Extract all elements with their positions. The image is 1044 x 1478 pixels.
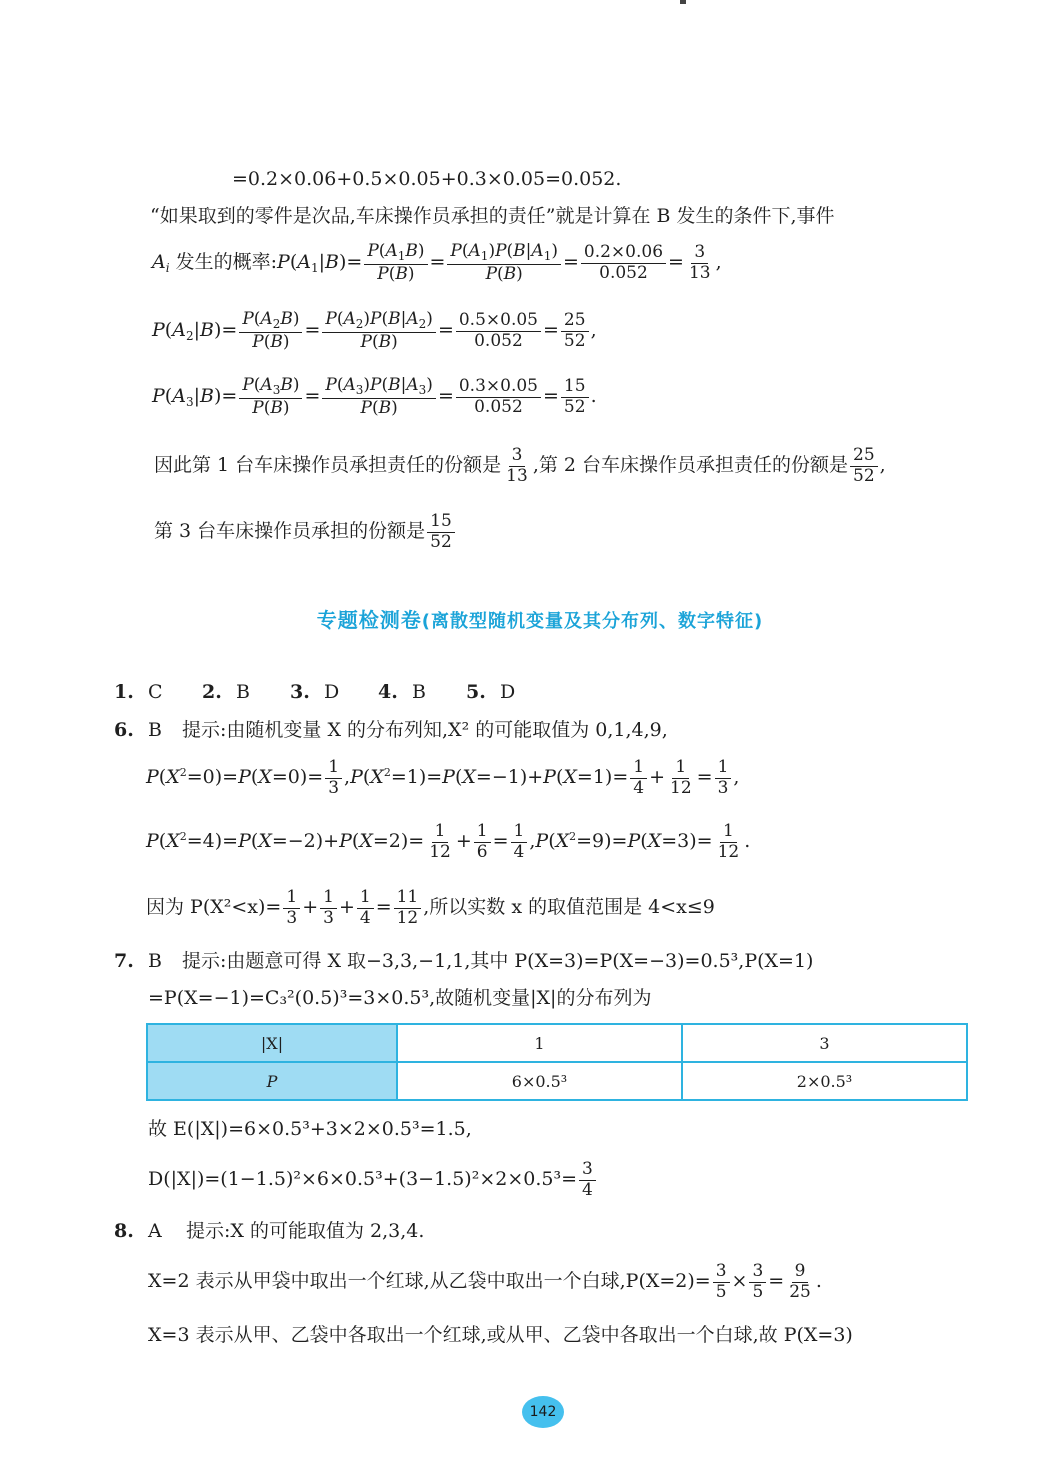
conclusion-line-1: 因此第 1 台车床操作员承担责任的份额是 $\frac{3}{13}$ ,第 2 台车床操作员承担责任的份额是 $\frac{25}{52}$ , (154, 445, 886, 486)
fraction: $\frac{25}{52}$ (850, 446, 878, 486)
fraction: $\frac{P(A_1)P(B|A_1)}{P(B)}$ (447, 242, 561, 284)
q8-hint-line: 8. A 提示:X 的可能取值为 2,3,4. (114, 1220, 425, 1242)
table-cell: 3 (682, 1024, 967, 1062)
conditional-intro-line: “如果取到的零件是次品,车床操作员承担的责任”就是计算在 B 发生的条件下,事件 (150, 205, 835, 227)
section-title: 专题检测卷(离散型随机变量及其分布列、数字特征) (316, 608, 764, 632)
q6-reason-line: 因为 P(X²<x)= $\frac{1}{3}$ + $\frac{1}{3}$ + $\frac{1}{4}$ = $\frac{11}{12}$ ,所以实数 x 的取值范围是 4<x≤9 (146, 887, 715, 928)
fraction: $\frac{1}{6}$ (474, 822, 491, 862)
fraction: $\frac{1}{4}$ (357, 888, 374, 928)
answers-1-5: 1. C 2. B 3. D 4. B 5. D (114, 681, 516, 703)
table-row (147, 1024, 967, 1062)
fraction: $\frac{P(A_3B)}{P(B)}$ (239, 376, 302, 418)
q7-expectation-line: 故 E(|X|)=6×0.5³+3×2×0.5³=1.5, (148, 1118, 472, 1140)
q8-line-3: X=3 表示从甲、乙袋中各取出一个红球,或从甲、乙袋中各取出一个白球,故 P(X=3) (148, 1324, 853, 1346)
q6-prob-line-1: $P(X^2=0)=P(X=0)=$ $\frac{1}{3}$ $,P(X^2=1)=P(X=-1)+P(X=1)=$ $\frac{1}{4}$ + $\frac{1}{12}$ = $\frac{1}{3}$ , (146, 757, 740, 798)
fraction: $\frac{1}{3}$ (283, 888, 300, 928)
q8-line-2: X=2 表示从甲袋中取出一个红球,从乙袋中取出一个白球,P(X=2)= $\frac{3}{5}$ × $\frac{3}{5}$ = $\frac{9}{25}$ . (148, 1261, 822, 1302)
fraction: $\frac{0.5\times 0.05}{0.052}$ (456, 311, 541, 351)
fraction: $\frac{P(A_3)P(B|A_3)}{P(B)}$ (322, 376, 436, 418)
fraction: $\frac{0.2\times 0.06}{0.052}$ (581, 243, 666, 283)
table-cell: 1 (397, 1024, 682, 1062)
total-probability-line: =0.2×0.06+0.5×0.05+0.3×0.05=0.052. (232, 168, 622, 190)
posterior-a2-line: $P(A_2|B)=$ $\frac{P(A_2B)}{P(B)}$ = $\frac{P(A_2)P(B|A_2)}{P(B)}$ = $\frac{0.5\times 0.05}{0.052}$ = $\frac{25}{52}$ , (152, 309, 597, 352)
conclusion-line-2: 第 3 台车床操作员承担的份额是 $\frac{15}{52}$ (154, 512, 457, 552)
fraction: $\frac{3}{5}$ (749, 1262, 766, 1302)
posterior-a1-line: $A_i$ 发生的概率$:P(A_1|B)=$ $\frac{P(A_1B)}{P(B)}$ = $\frac{P(A_1)P(B|A_1)}{P(B)}$ = $\frac{0.2\times 0.06}{0.052}$ = $\frac{3}{13}$ , (152, 241, 722, 284)
fraction: $\frac{11}{12}$ (394, 888, 422, 928)
fraction: $\frac{3}{13}$ (688, 242, 711, 283)
fraction: $\frac{9}{25}$ (789, 1261, 811, 1302)
table-cell: 2×0.5³ (682, 1062, 967, 1100)
table-header-cell: P (147, 1062, 397, 1100)
fraction: $\frac{0.3\times 0.05}{0.052}$ (456, 377, 541, 417)
posterior-a3-line: $P(A_3|B)=$ $\frac{P(A_3B)}{P(B)}$ = $\frac{P(A_3)P(B|A_3)}{P(B)}$ = $\frac{0.3\times 0.05}{0.052}$ = $\frac{15}{52}$ . (152, 375, 597, 418)
fraction: $\frac{P(A_1B)}{P(B)}$ (364, 242, 427, 284)
table-header-cell: |X| (147, 1024, 397, 1062)
q6-prob-line-2: $P(X^2=4)=P(X=-2)+P(X=2)=$ $\frac{1}{12}$ + $\frac{1}{6}$ = $\frac{1}{4}$ $,P(X^2=9)=P(X=3)=$ $\frac{1}{12}$ . (146, 821, 751, 862)
fraction: $\frac{1}{4}$ (630, 758, 647, 798)
fraction: $\frac{3}{5}$ (713, 1262, 730, 1302)
fraction: $\frac{15}{52}$ (561, 377, 589, 417)
table-cell: 6×0.5³ (397, 1062, 682, 1100)
q7-hint-line: 7. B 提示:由题意可得 X 取−3,3,−1,1,其中 P(X=3)=P(X=−3)=0.5³,P(X=1) (114, 950, 814, 972)
fraction: $\frac{1}{3}$ (715, 758, 732, 798)
fraction: $\frac{1}{3}$ (320, 888, 337, 928)
fraction: $\frac{P(A_2)P(B|A_2)}{P(B)}$ (322, 310, 436, 352)
q6-hint-line: 6. B 提示:由随机变量 X 的分布列知,X² 的可能取值为 0,1,4,9, (114, 719, 668, 741)
q7-line-2: =P(X=−1)=C₃²(0.5)³=3×0.5³,故随机变量|X|的分布列为 (148, 987, 652, 1009)
fraction: $\frac{P(A_2B)}{P(B)}$ (239, 310, 302, 352)
fraction: $\frac{1}{4}$ (511, 822, 528, 862)
fraction: $\frac{25}{52}$ (561, 311, 589, 351)
table-row (147, 1062, 967, 1100)
page-number-badge: 142 (522, 1396, 564, 1428)
fraction: $\frac{15}{52}$ (427, 512, 455, 552)
distribution-table (146, 1023, 968, 1101)
fraction: $\frac{1}{3}$ (325, 758, 342, 798)
q7-variance-line: D(|X|)=(1−1.5)²×6×0.5³+(3−1.5)²×2×0.5³= $\frac{3}{4}$ (148, 1160, 598, 1200)
fraction: $\frac{3}{13}$ (506, 445, 528, 486)
fraction: $\frac{1}{12}$ (717, 821, 740, 862)
fraction: $\frac{3}{4}$ (579, 1160, 596, 1200)
fraction: $\frac{1}{12}$ (670, 757, 692, 798)
fraction: $\frac{1}{12}$ (429, 821, 451, 862)
top-edge-mark (680, 0, 686, 4)
